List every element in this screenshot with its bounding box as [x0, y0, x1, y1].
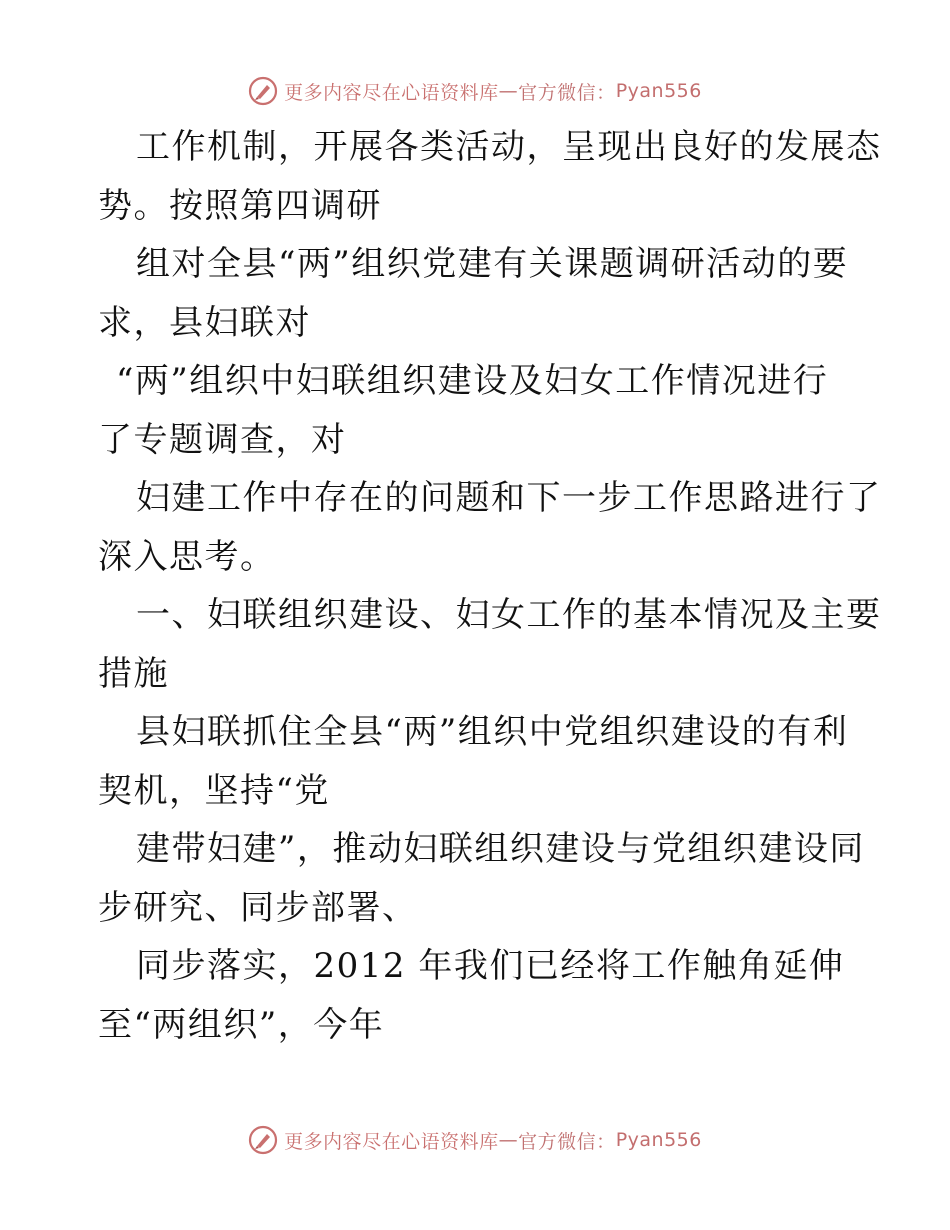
section-heading-line: 措施 [98, 653, 169, 694]
watermark-suffix: 官方微信： [518, 1130, 616, 1153]
text-line: 县妇联抓住全县“两”组织中党组织建设的有利 [136, 712, 849, 752]
watermark-dash: — [498, 1129, 519, 1151]
text-line: 势。按照第四调研 [98, 185, 382, 226]
text-line: 组对全县“两”组织党建有关课题调研活动的要 [136, 244, 849, 284]
pen-nib-logo-icon [248, 1125, 278, 1155]
watermark-prefix: 更多内容尽在心语资料库 [284, 81, 499, 104]
watermark-dash: — [498, 80, 519, 102]
watermark-prefix: 更多内容尽在心语资料库 [284, 1130, 499, 1153]
watermark-wechat-id: Pyan556 [615, 80, 702, 102]
text-line: 建带妇建”，推动妇联组织建设与党组织建设同 [136, 829, 865, 869]
text-line: 了专题调查，对 [98, 419, 347, 460]
pen-nib-logo-icon [248, 76, 278, 106]
header-watermark [0, 74, 950, 108]
text-line: 至“两组织”，今年 [98, 1004, 385, 1045]
watermark-wechat-id: Pyan556 [615, 1129, 702, 1151]
footer-watermark [0, 1123, 950, 1157]
text-line: “两”组织中妇联组织建设及妇女工作情况进行 [116, 361, 829, 401]
text-line: 求，县妇联对 [98, 302, 311, 343]
document-body [98, 118, 882, 1054]
text-line: 妇建工作中存在的问题和下一步工作思路进行了 [136, 478, 882, 518]
text-line: 深入思考。 [98, 536, 276, 577]
text-line: 步研究、同步部署、 [98, 887, 418, 928]
text-line: 同步落实，2012 年我们已经将工作触角延伸 [136, 946, 845, 986]
text-line: 工作机制，开展各类活动，呈现出良好的发展态 [136, 127, 882, 167]
watermark-suffix: 官方微信： [518, 81, 616, 104]
section-heading-line: 一、妇联组织建设、妇女工作的基本情况及主要 [136, 595, 882, 635]
text-line: 契机，坚持“党 [98, 770, 330, 811]
